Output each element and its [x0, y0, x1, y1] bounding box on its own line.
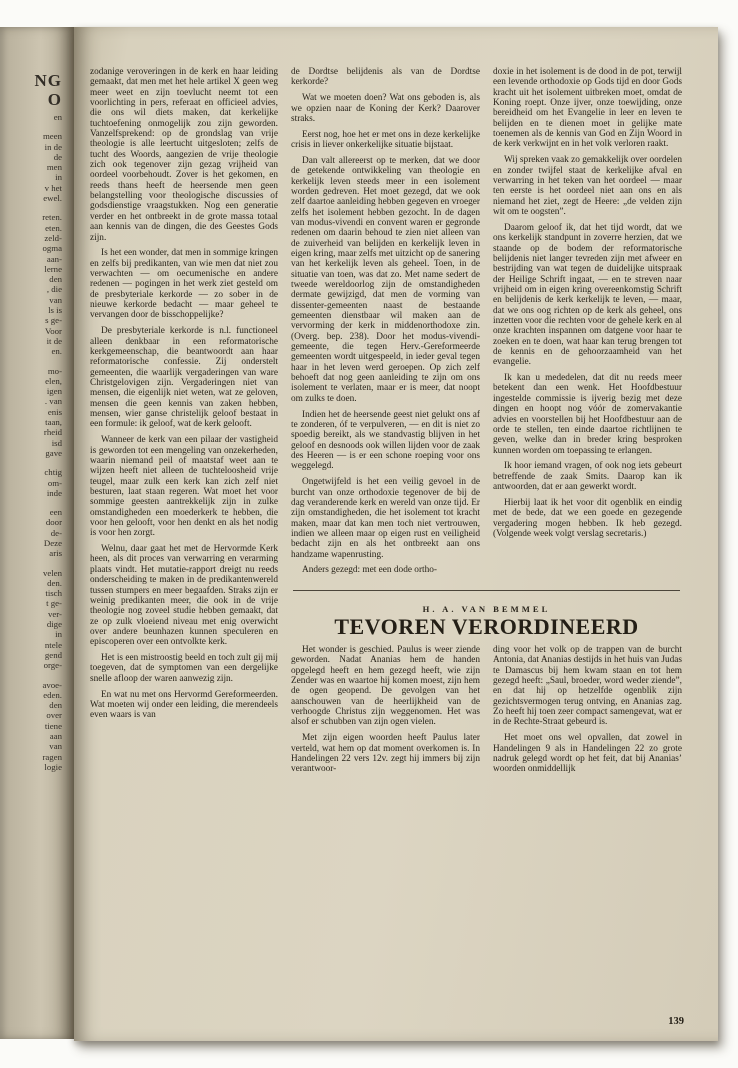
text-fragment: rheid [43, 427, 62, 438]
text-fragment: van [49, 294, 62, 305]
paragraph: Met zijn eigen woorden heeft Paulus later verteld, wat hem op dat moment overkomen is. In Handelingen 22 vers 12v. zegt hij immers bij zijn verantwoor- [291, 733, 480, 775]
text-fragment: ogma [42, 243, 62, 254]
article-author: H. A. VAN BEMMEL [422, 604, 551, 615]
gap [0, 498, 62, 507]
paragraph: De presbyteriale kerkorde is n.l. functioneel alleen denkbaar in een reformatorische kerkgemeenschap, die beantwoordt aan haar reformatorische confessie. Zij onderstelt gemeenten, die waarlijk vergaderingen van ware Christgelovigen zijn. Vergaderingen niet van mensen, die eigenlijk niet weten, wat ze geloven, mensen die geen kennis van zaken hebben, mensen, wier ganse christelijk geloof bestaat in een formule: ik geloof, wat de kerk gelooft. [90, 326, 278, 430]
previous-page-text-fragments [0, 112, 62, 772]
paragraph: Wanneer de kerk van een pilaar der vastigheid is geworden tot een mengeling van onzekerheden, waarin niemand peil of maatstaf weet aan te wijzen heeft niet alleen de tuchteloosheid vrije teugel, maar zulk een kerk kan zich zelf niet besturen, laat staan regeren. Wat moet het voor sommige geesten aantrekkelijk zijn in zulke omstandigheden een moederkerk te hebben, die voor hen gelooft, voor hen denkt en als het nodig is voor hen zorgt. [90, 435, 278, 539]
text-fragment: . van [44, 396, 62, 407]
gap [0, 559, 62, 568]
paragraph: Eerst nog, hoe het er met ons in deze kerkelijke crisis in liever onkerkelijke situatie bijstaat. [291, 129, 480, 151]
text-fragment: reten. [42, 212, 62, 223]
text-fragment: v het [44, 182, 62, 193]
paragraph: doxie in het isolement is de dood in de pot, terwijl een levende orthodoxie op Gods tijd en door Gods kracht uit het isolement uitbreken moet, omdat de Koning roept. Onze ijver, onze toewijding, onze bereidheid om het Evangelie in leer en leven te belijden en te dienen moet in gelijke mate toenemen als de kennis van God en Zijn Woord in de kerk verkwijnt en in het volk verloren raakt. [493, 67, 682, 150]
text-fragment: taan, [45, 417, 62, 428]
gap [0, 357, 62, 366]
paragraph: zodanige veroveringen in de kerk en haar leiding gemaakt, dat men met het hele artikel X geen weg meer weet en zijn toevlucht neemt tot een voorlichting in pers, referaat en officieel advies, die ons wil diets maken, dat kerkelijke tuchtoefening onmogelijk zou zijn geworden. Vanzelfsprekend: op de grondslag van vrije theologie is alle leertucht uitgesloten; zelfs de tucht des Woords, aangezien de vrije theologie zich ook tegenover zijn gezag vrijheid van oordeel voorbehoudt. Zover is het gekomen, en reeds thans heeft de heersende men geen belangstelling voor theologische discussies of godsdienstige vraagstukken. Nog een generatie verder en het ontbreekt in de grote massa totaal aan kennis van de dingen, die des Geestes Gods zijn. [90, 67, 278, 243]
text-fragment: Deze [43, 537, 62, 548]
page-number: 139 [668, 1016, 684, 1027]
text-fragment: Voor [45, 325, 62, 336]
text-fragment: velen [42, 567, 62, 578]
text-fragment: , die [46, 284, 62, 295]
text-fragment: de [53, 151, 62, 162]
paragraph: Ongetwijfeld is het een veilig gevoel in de burcht van onze orthodoxie tegenover de bij de dag veranderende kerk en wereld van onze tijd. Er zijn omstandigheden, die het isolement tot kracht maken, maar dat kan men toch niet vertrouwen, indien we alleen maar op eigen rust en veiligheid bedacht zijn en als het ontbreekt aan ons handzame wapenrusting. [291, 477, 480, 560]
text-fragment: meen [42, 131, 62, 142]
text-fragment: it de [46, 335, 62, 346]
paragraph: Het wonder is geschied. Paulus is weer ziende geworden. Nadat Ananias hem de handen opgelegd heeft en hem gezegd heeft, wie zijn Zender was en waartoe hij komen moest, zijn hem de ogen geopend. De gevolgen van het aanschouwen van de heerlijkheid van de verhoogde Christus zijn weggenomen. Het was alsof er schubben van zijn ogen vielen. [291, 645, 480, 728]
text-fragment: gave [45, 447, 62, 458]
text-fragment: ntele [44, 639, 62, 650]
text-fragment: ragen [42, 751, 62, 762]
text-fragment: aan- [46, 253, 62, 264]
article-title: TEVOREN VERORDINEERD [334, 613, 639, 639]
text-fragment: en. [51, 346, 62, 357]
text-fragment: ver- [48, 608, 62, 619]
paragraph: de Dordtse belijdenis als van de Dordtse kerkorde? [291, 67, 480, 88]
paragraph: Ik hoor iemand vragen, of ook nog iets gebeurt betreffende de zaak Smits. Daarop kan ik antwoorden, dat er aan gewerkt wordt. [493, 461, 682, 493]
text-fragment: orge- [43, 660, 62, 671]
paragraph: En wat nu met ons Hervormd Gereformeerden. Wat moeten wij onder een leiding, die merendeels even waars is van [90, 689, 278, 721]
paragraph: ding voor het volk op de trappen van de burcht Antonia, dat Ananias destijds in het huis van Judas te Damascus bij hem kwam staan en tot hem gezegd heeft: „Saul, broeder, word weder ziende”, en dat hij op hetzelfde ogenblik zijn gezichtsvermogen terug ontving, en Ananias zag. Zo heeft hij toen zeer compact samengevat, wat er in de Rechte-Straat gebeurd is. [493, 645, 682, 728]
text-fragment: aan [49, 731, 62, 742]
gap [0, 122, 62, 131]
text-fragment: om- [47, 477, 62, 488]
paragraph: Het is een mistroostig beeld en toch zult gij mij toegeven, dat de symptomen van een dergelijke snelle afloop der waren aanwezig zijn. [90, 653, 278, 684]
article-column-left [291, 645, 480, 780]
text-fragment: in de [44, 141, 62, 152]
text-fragment: aris [49, 548, 62, 559]
text-fragment: en [53, 112, 62, 122]
text-fragment: ls is [48, 305, 62, 316]
text-fragment: elen, [45, 375, 62, 386]
text-fragment: inde [46, 487, 62, 498]
right-area [291, 67, 682, 780]
text-fragment: enis [47, 406, 62, 417]
text-fragment: in [55, 629, 62, 640]
paragraph: Wij spreken vaak zo gemakkelijk over oordelen en zonder twijfel staat de kerkelijke afval en verwarring in het teken van het oordeel — maar ten eerste is het oordeel niet aan ons en als niemand het ziet, zegt de Heere: „de velden zijn wit om te oogsten”. [493, 155, 682, 217]
top-section [291, 67, 682, 581]
page-content [90, 67, 682, 780]
text-fragment: gend [44, 649, 62, 660]
paragraph: Anders gezegd: met een dode ortho- [302, 565, 438, 576]
text-fragment: ewel. [43, 193, 62, 204]
gap [0, 671, 62, 680]
text-fragment: den [49, 700, 62, 711]
text-fragment: den. [47, 577, 62, 588]
text-fragment: isd [51, 437, 62, 448]
text-fragment: lerne [44, 263, 62, 274]
text-fragment: dige [46, 619, 62, 630]
paragraph: Is het een wonder, dat men in sommige kringen en zelfs bij predikanten, van wie men dat niet zou verwachten — om oecumenische en andere redenen — pogingen in het werk ziet gesteld om de presbyteriale kerkorde — zo sober in de nieuwe kerkorde bedacht — maar geheel te vervangen door de bisschoppelijke? [90, 248, 278, 321]
text-fragment: avoe- [42, 679, 62, 690]
text-fragment: van [49, 741, 62, 752]
column-right [493, 67, 682, 581]
paragraph: Daarom geloof ik, dat het tijd wordt, dat we ons kerkelijk standpunt in zoverre herzien, dat we staande op de bodem der reformatorische belijdenis niet langer tevreden zijn met afweer en bestrijding van wat tegen de duidelijke uitspraak der Heilige Schrift ingaat, — en te streven naar vrijheid om in eigen kring overeenkomstig Schrift en belijdenis de kerk kerkelijk te leven, — maar, dat we ons oog richten op de kerk als geheel, ons inzetten voor die rechten voor de gehele kerk en al onze krachten inspannen om datgene voor haar te zoeken en te doen, wat haar kan terug brengen tot de kennis en de gehoorzaamheid van het evangelie. [493, 222, 682, 368]
text-fragment: logie [44, 761, 62, 772]
text-fragment: igen [46, 386, 62, 397]
text-fragment: s ge- [45, 315, 62, 326]
text-fragment: mo- [47, 365, 62, 376]
paragraph: Welnu, daar gaat het met de Hervormde Kerk heen, als dit proces van verwarring en verarming plaats vindt. Het mutatie-rapport dreigt nu reeds onderscheiding te maken in de predikantenwereld tussen stumpers en meer begaafden. Straks zijn er weinig predikanten meer, die ook in de vrije theologie nog zoveel studie hebben gemaakt, dat ze op zulk vloeiend niveau met enig overwicht over andere beunhazen kunnen speculeren en episcoperen over een ontvolkte kerk. [90, 544, 278, 648]
text-fragment: den [49, 274, 62, 285]
column-middle [291, 67, 480, 581]
paragraph: Het moet ons wel opvallen, dat zowel in Handelingen 9 als in Handelingen 22 zo grote nadruk gelegd wordt op het feit, dat bij Ananias’ woorden onmiddellijk [493, 733, 682, 775]
text-fragment: eten. [45, 222, 62, 233]
section-divider [293, 590, 680, 591]
text-fragment: eden. [43, 689, 62, 700]
text-fragment: tiene [44, 720, 62, 731]
heading-fragment-line1: NG [34, 71, 62, 90]
previous-page-heading-fragment [0, 71, 62, 109]
paragraph: Dan valt allereerst op te merken, dat we door de getekende ontwikkeling van theologie en kerkelijk leven steeds meer in een isolement worden gedreven. Het moet gezegd, dat we ook zelf daartoe aanleiding hebben gegeven en vroeger zelfs het isolement hebben gezocht. In de dagen van modus-vivendi en convent waren er gegronde redenen om daarin behoud te zien niet alleen van de zuiverheid van belijden en kerkelijk leven in eigen kring, maar zelfs met uitzicht op de sanering van het kerkelijk leven als geheel. Toen, in de situatie van toen, was dat zo. Met name sedert de tweede wereldoorlog zijn de omstandigheden dermate gewijzigd, dat men de vorming van dissenter-gemeenten naast de bestaande gemeenten dienstbaar wil maken aan de vervorming der kerk in middenorthodoxe zin. (Overg. bep. 238). Door het modus-vivendi-gemeente, die tegen Herv.-Gereformeerde gemeenten wordt uitgespeeld, in ieder geval tegen haar in het leven werd geroepen. Op zich zelf behoeft dat nog geen aanleiding te zijn om ons isolement te verlaten, maar er is meer, dat noopt om zulks te doen. [291, 155, 480, 404]
gap [0, 458, 62, 467]
heading-fragment-line2: O [47, 90, 62, 109]
paragraph: Indien het de heersende geest niet gelukt ons af te zonderen, óf te verpulveren, — en dit is niet zo spoedig bereikt, als we standvastig blijven in het geloof en desnoods ook willen lijden voor de zaak des Heeren — is er een schone roeping voor ons weggelegd. [291, 409, 480, 472]
article-body [291, 645, 682, 780]
paragraph: Hierbij laat ik het voor dit ogenblik en eindig met de bede, dat we een goede en gezegende vergadering mogen hebben. Ik heb gezegd. (Volgende week volgt verslag secretaris.) [493, 497, 682, 539]
paragraph: Ik kan u mededelen, dat dit nu reeds meer betekent dan een wenk. Het Hoofdbestuur ingestelde commissie is ijverig bezig met deze dingen en hoopt nog vóór de zomervakantie advies en voorstellen bij het Hoofdbestuur aan de orde te stellen, ten einde daartoe richtlijnen te geven, welke dan in breder kring besproken kunnen worden om toepassing te erlangen. [493, 373, 682, 456]
text-fragment: men [46, 162, 62, 173]
column-left [90, 67, 278, 780]
gap [0, 203, 62, 212]
text-fragment: zeld- [44, 232, 62, 243]
scanned-page [74, 27, 718, 1041]
text-fragment: door [45, 517, 62, 528]
article-column-right [493, 645, 682, 780]
previous-page-edge [0, 27, 74, 1039]
paragraph: Wat we moeten doen? Wat ons geboden is, als we opzien naar de Koning der Kerk? Daarover straks. [291, 93, 480, 124]
text-fragment: de- [50, 527, 62, 538]
text-fragment: een [49, 507, 62, 518]
text-fragment: over [46, 710, 62, 721]
text-fragment: chtig [44, 467, 62, 478]
text-fragment: tisch [45, 588, 62, 599]
text-fragment: t ge- [46, 598, 62, 609]
text-fragment: in [55, 172, 62, 183]
